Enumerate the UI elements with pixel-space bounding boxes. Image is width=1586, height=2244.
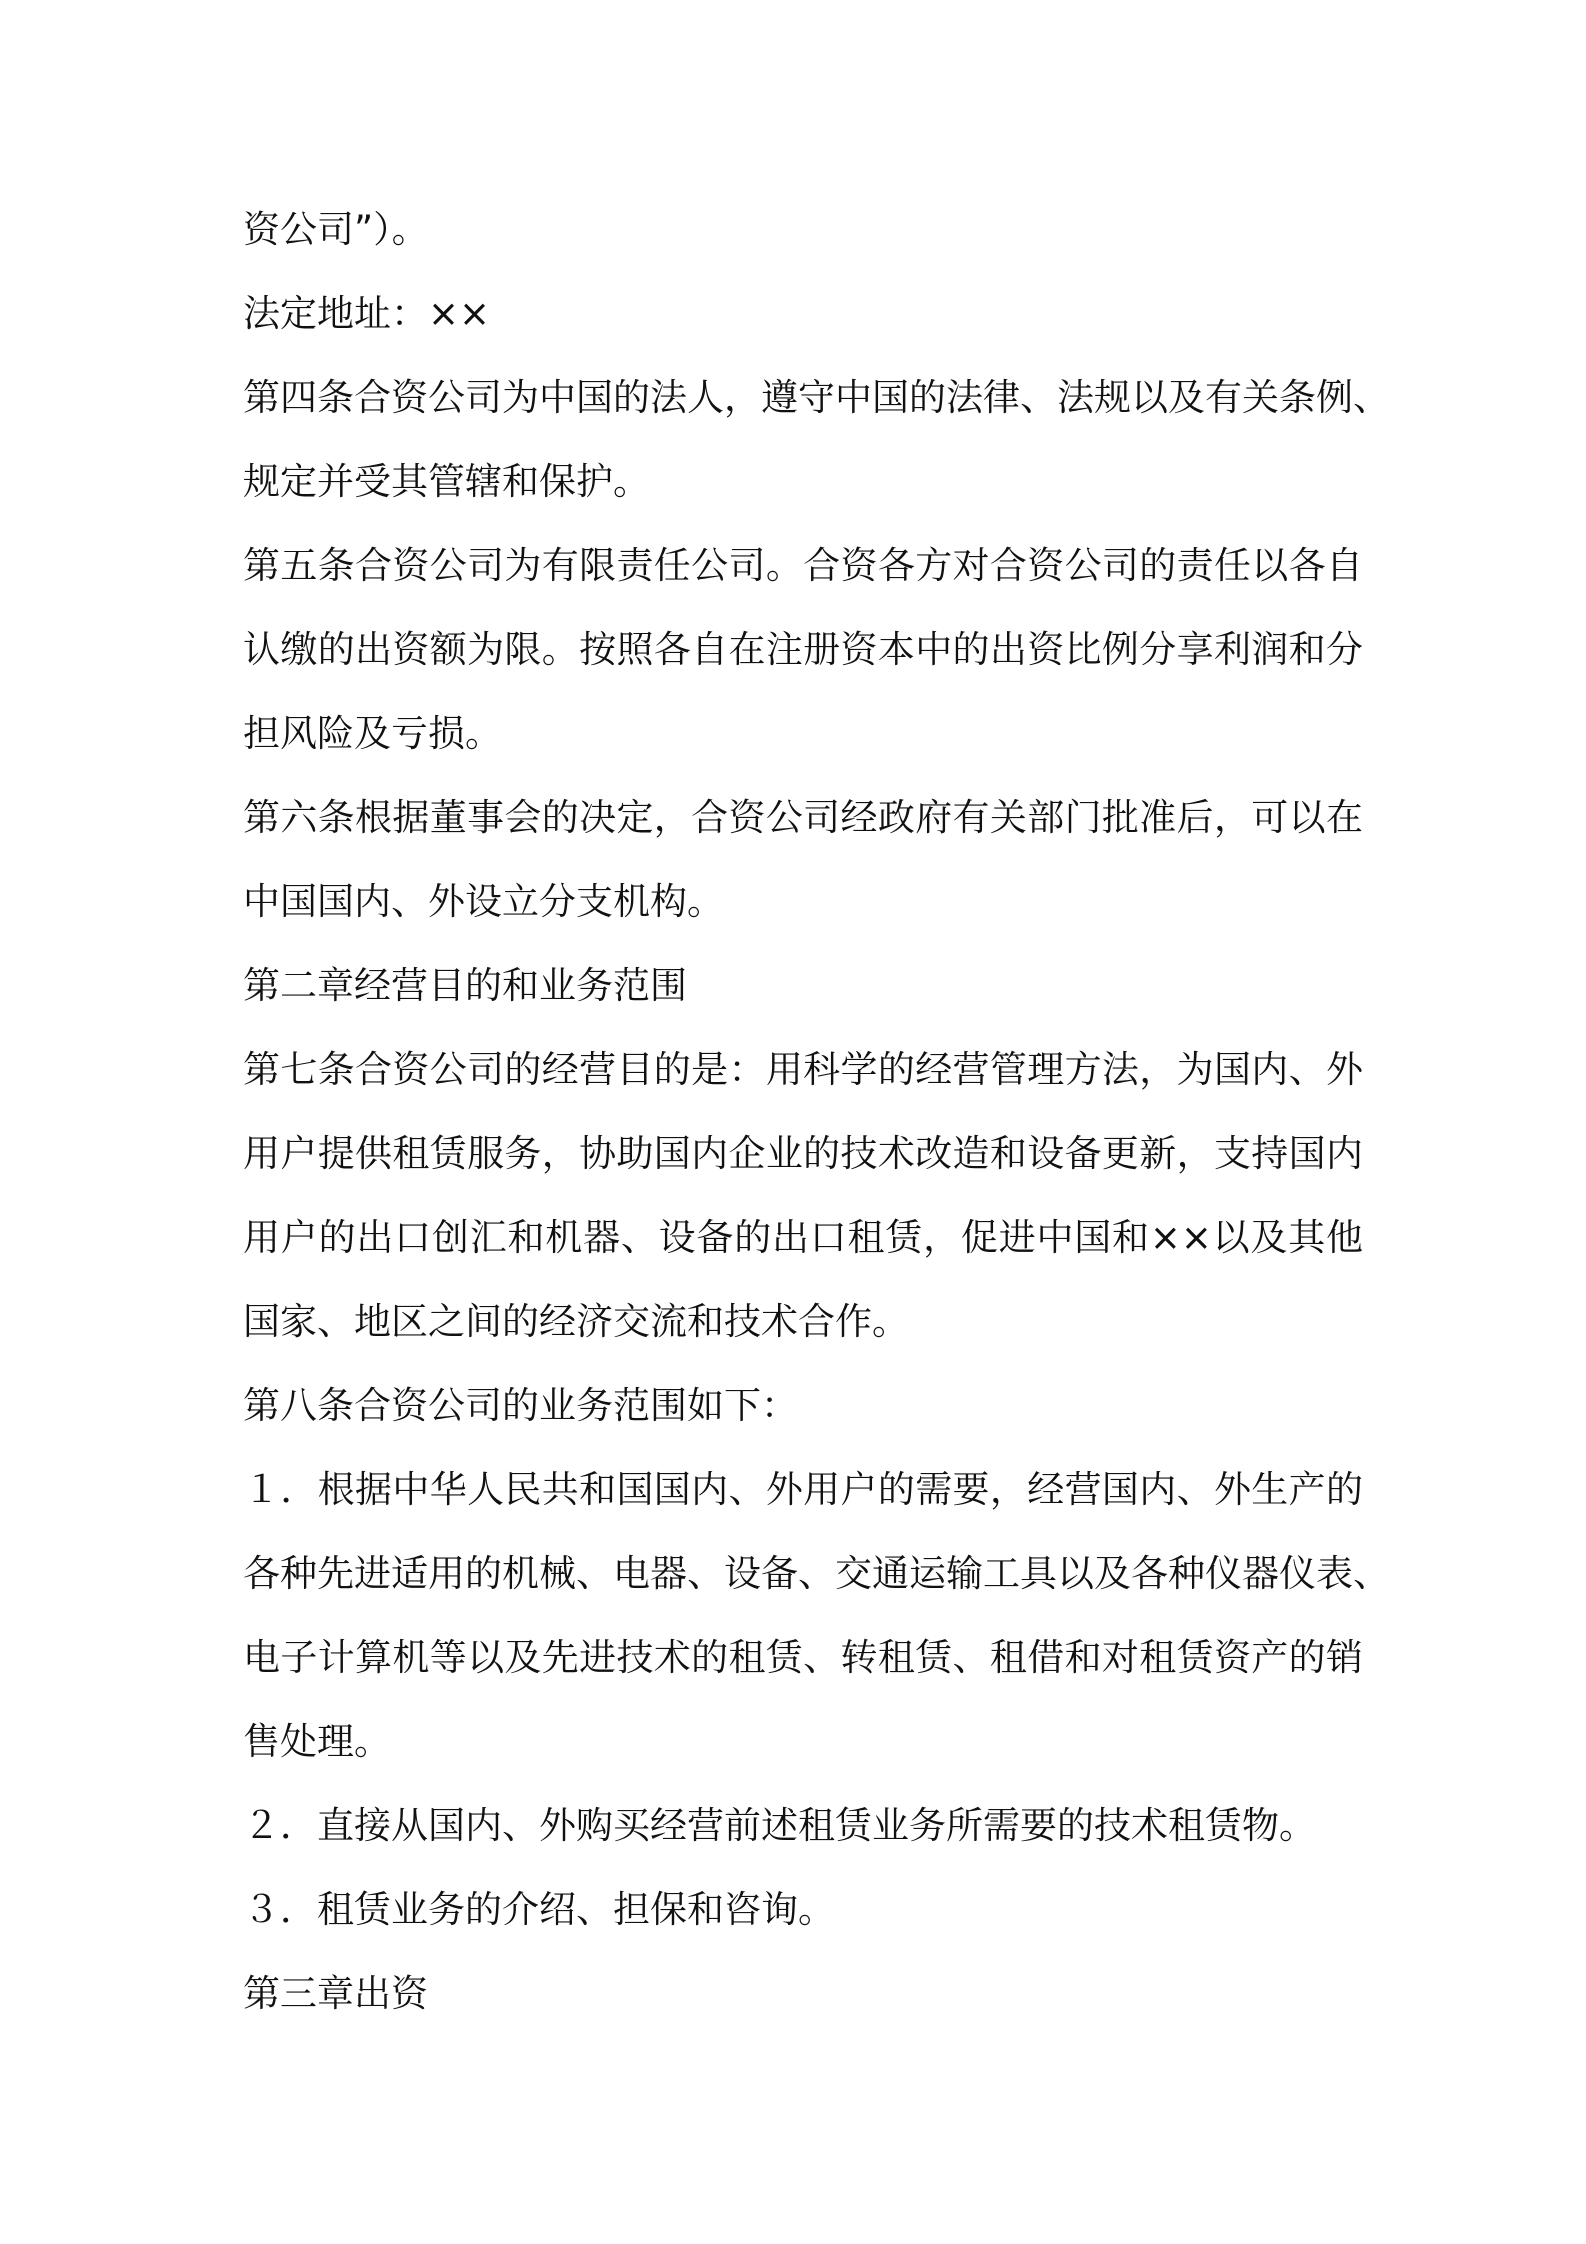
text-line: 担风险及亏损。 <box>243 712 502 755</box>
list-item-line: 电子计算机等以及先进技术的租赁、转租赁、租借和对租赁资产的销 <box>243 1636 1363 1679</box>
list-item-line: 售处理。 <box>243 1720 391 1763</box>
text-line: 第四条合资公司为中国的法人，遵守中国的法律、法规以及有关条例、 <box>243 376 1390 419</box>
text-line: 第六条根据董事会的决定，合资公司经政府有关部门批准后，可以在 <box>243 796 1363 839</box>
text-line: 国家、地区之间的经济交流和技术合作。 <box>243 1300 909 1343</box>
list-item-line: 各种先进适用的机械、电器、设备、交通运输工具以及各种仪器仪表、 <box>243 1552 1390 1595</box>
list-item-line: ２．直接从国内、外购买经营前述租赁业务所需要的技术租赁物。 <box>243 1804 1316 1847</box>
chapter-heading: 第三章出资 <box>243 1972 428 2015</box>
text-line: 中国国内、外设立分支机构。 <box>243 880 724 923</box>
list-item-line: ３．租赁业务的介绍、担保和咨询。 <box>243 1888 835 1931</box>
text-line: 用户提供租赁服务，协助国内企业的技术改造和设备更新，支持国内 <box>243 1132 1363 1175</box>
text-line: 第八条合资公司的业务范围如下： <box>243 1384 798 1427</box>
list-item-line: １．根据中华人民共和国国内、外用户的需要，经营国内、外生产的 <box>243 1468 1363 1511</box>
text-line: 第五条合资公司为有限责任公司。合资各方对合资公司的责任以各自 <box>243 544 1363 587</box>
text-line: 规定并受其管辖和保护。 <box>243 460 650 503</box>
chapter-heading: 第二章经营目的和业务范围 <box>243 964 687 1007</box>
document-text <box>243 188 1390 2036</box>
text-line: 认缴的出资额为限。按照各自在注册资本中的出资比例分享利润和分 <box>243 628 1363 671</box>
text-line: 资公司”）。 <box>243 208 429 251</box>
text-line: 第七条合资公司的经营目的是：用科学的经营管理方法，为国内、外 <box>243 1048 1363 1091</box>
text-line: 用户的出口创汇和机器、设备的出口租赁，促进中国和××以及其他 <box>243 1216 1363 1259</box>
text-line: 法定地址：×× <box>243 292 491 335</box>
